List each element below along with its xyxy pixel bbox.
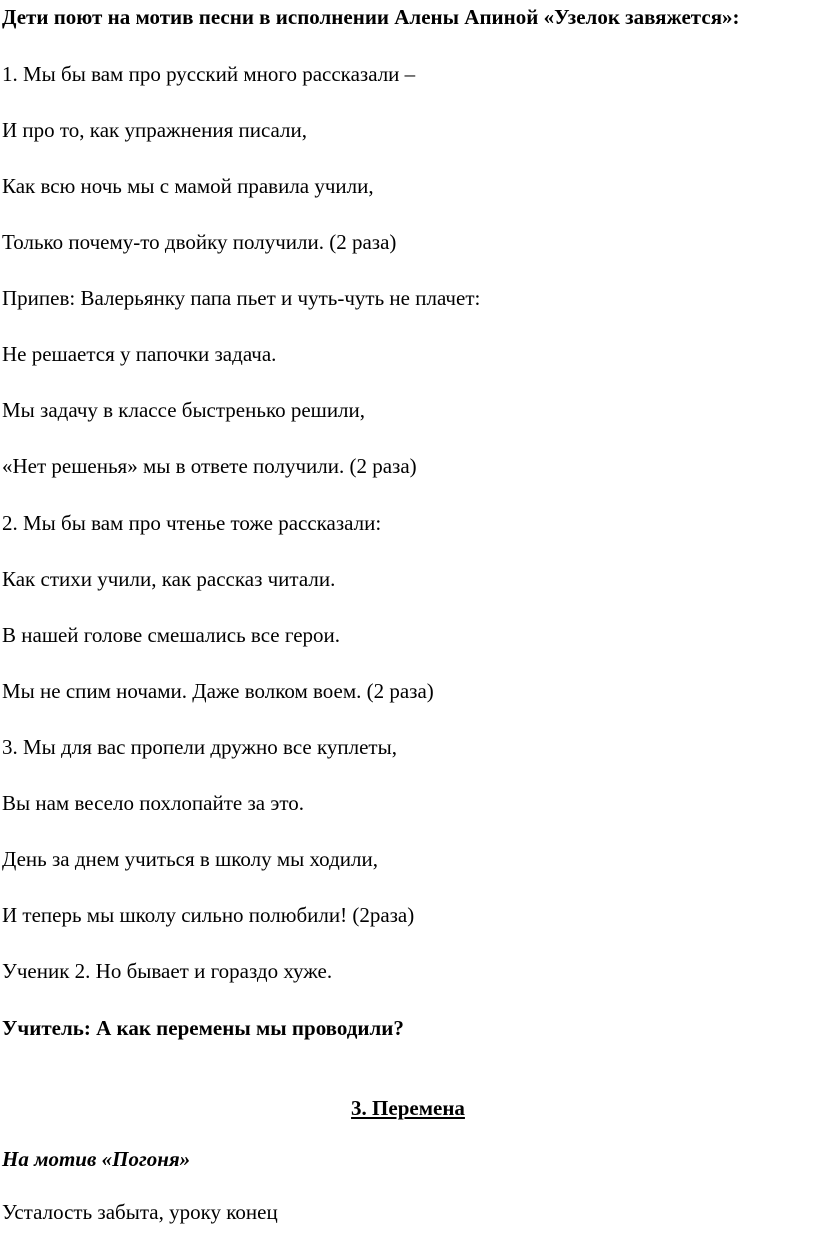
verse3-line-1: 3. Мы для вас пропели дружно все куплеты, bbox=[2, 735, 397, 759]
melody-note: На мотив «Погоня» bbox=[2, 1147, 191, 1171]
chorus-line-4: «Нет решенья» мы в ответе получили. (2 раза) bbox=[2, 454, 417, 478]
verse-line-4: Только почему-то двойку получили. (2 раза) bbox=[2, 230, 397, 254]
section-heading: 3. Перемена bbox=[351, 1096, 465, 1120]
verse3-line-4: И теперь мы школу сильно полюбили! (2раза) bbox=[2, 903, 415, 927]
chorus-line-1: Припев: Валерьянку папа пьет и чуть-чуть не плачет: bbox=[2, 286, 481, 310]
intro-heading: Дети поют на мотив песни в исполнении Алены Апиной «Узелок завяжется»: bbox=[2, 5, 740, 29]
verse-line-1: 1. Мы бы вам про русский много рассказали – bbox=[2, 62, 416, 86]
verse2-line-1: 2. Мы бы вам про чтенье тоже рассказали: bbox=[2, 511, 382, 535]
verse2-line-4: Мы не спим ночами. Даже волком воем. (2 раза) bbox=[2, 679, 434, 703]
teacher-line: Учитель: А как перемены мы проводили? bbox=[2, 1016, 404, 1040]
chorus-line-3: Мы задачу в классе быстренько решили, bbox=[2, 398, 366, 422]
verse3-line-2: Вы нам весело похлопайте за это. bbox=[2, 791, 304, 815]
verse-line-3: Как всю ночь мы с мамой правила учили, bbox=[2, 174, 374, 198]
verse3-line-3: День за днем учиться в школу мы ходили, bbox=[2, 847, 378, 871]
final-line: Усталость забыта, уроку конец bbox=[2, 1200, 278, 1224]
verse2-line-3: В нашей голове смешались все герои. bbox=[2, 623, 341, 647]
student-line: Ученик 2. Но бывает и гораздо хуже. bbox=[2, 959, 333, 983]
chorus-line-2: Не решается у папочки задача. bbox=[2, 342, 277, 366]
verse-line-2: И про то, как упражнения писали, bbox=[2, 118, 308, 142]
verse2-line-2: Как стихи учили, как рассказ читали. bbox=[2, 567, 336, 591]
